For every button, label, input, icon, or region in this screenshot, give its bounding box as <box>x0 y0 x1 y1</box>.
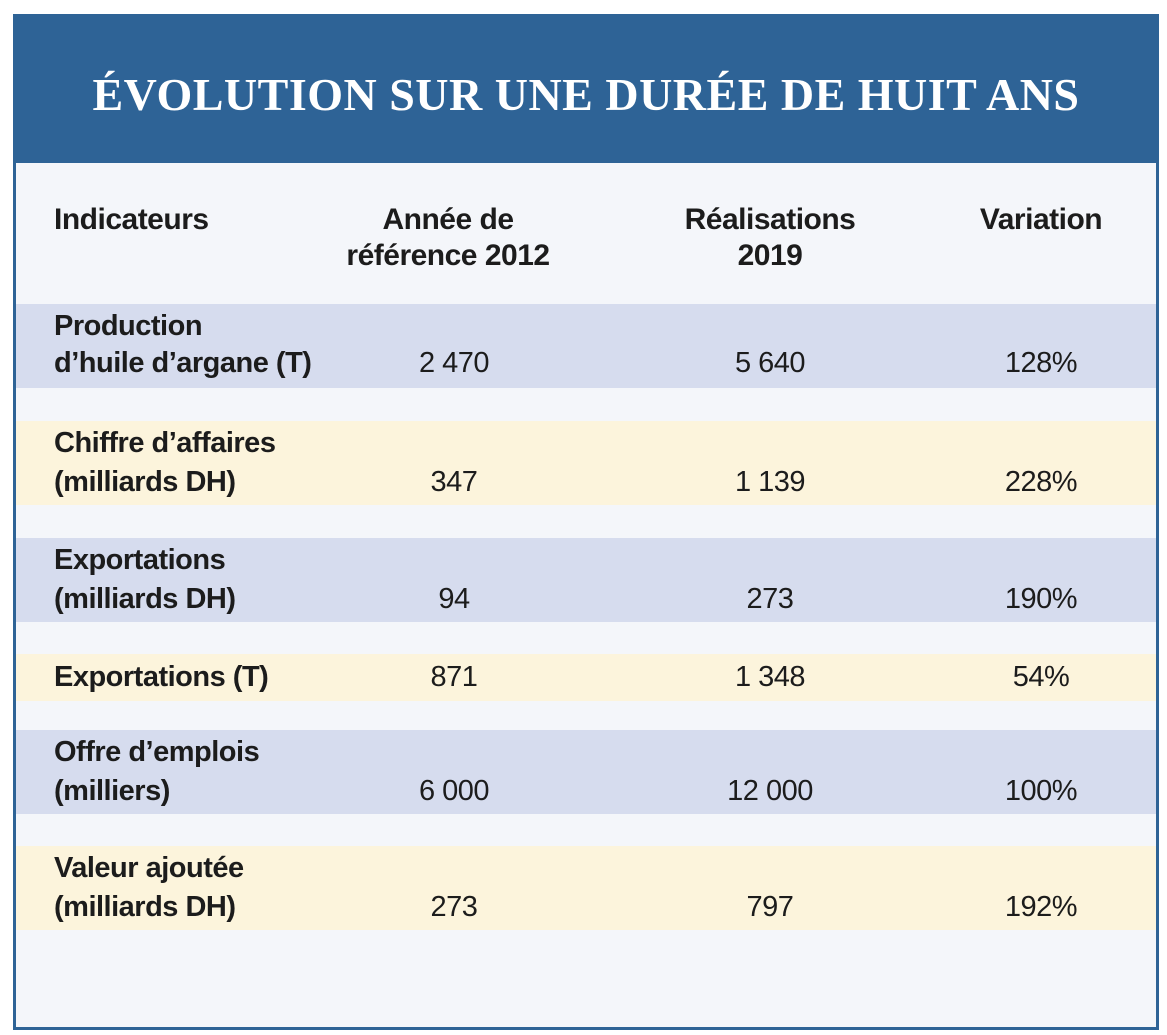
row-label-line2: (milliers) <box>54 775 170 807</box>
row-label-line1: Valeur ajoutée <box>54 852 244 884</box>
cell-ref-2012: 871 <box>430 661 478 693</box>
cell-real-2019: 5 640 <box>734 347 806 379</box>
column-header-reference-line2: référence 2012 <box>346 239 550 272</box>
row-label-line2: (milliards DH) <box>54 466 236 498</box>
cell-variation: 192% <box>1004 891 1078 923</box>
cell-variation: 228% <box>1004 466 1078 498</box>
page-title: ÉVOLUTION SUR UNE DURÉE DE HUIT ANS <box>92 69 1080 120</box>
row-label-line1: Offre d’emplois <box>54 736 260 768</box>
column-header-realisations-line1: Réalisations <box>684 203 856 236</box>
title-bar <box>16 17 1156 163</box>
column-header-indicators: Indicateurs <box>54 203 209 236</box>
table-row <box>16 304 1156 388</box>
cell-ref-2012: 2 470 <box>418 347 490 379</box>
cell-variation: 128% <box>1004 347 1078 379</box>
row-label-line1: Exportations (T) <box>54 661 269 693</box>
column-header-realisations-2019 <box>640 202 900 274</box>
table-row <box>16 846 1156 930</box>
column-header-reference-line1: Année de <box>382 203 514 236</box>
cell-real-2019: 1 139 <box>734 466 806 498</box>
table-row <box>16 421 1156 505</box>
row-label-line2: d’huile d’argane (T) <box>54 347 312 379</box>
row-label-line2: (milliards DH) <box>54 891 236 923</box>
table-row <box>16 654 1156 701</box>
cell-variation: 54% <box>1012 661 1070 693</box>
table-panel <box>13 14 1159 1030</box>
row-label-line1: Exportations <box>54 544 226 576</box>
cell-real-2019: 273 <box>746 583 794 615</box>
column-header-variation: Variation <box>979 203 1103 236</box>
cell-ref-2012: 347 <box>430 466 478 498</box>
cell-ref-2012: 94 <box>438 583 470 615</box>
cell-real-2019: 1 348 <box>734 661 806 693</box>
table-row <box>16 538 1156 622</box>
cell-variation: 190% <box>1004 583 1078 615</box>
row-label-line1: Production <box>54 310 203 342</box>
table-row <box>16 730 1156 814</box>
column-header-realisations-line2: 2019 <box>737 239 803 272</box>
row-label-line2: (milliards DH) <box>54 583 236 615</box>
column-header-reference-2012 <box>318 202 578 274</box>
cell-variation: 100% <box>1004 775 1078 807</box>
cell-real-2019: 797 <box>746 891 794 923</box>
cell-ref-2012: 6 000 <box>418 775 490 807</box>
row-label-line1: Chiffre d’affaires <box>54 427 276 459</box>
cell-real-2019: 12 000 <box>727 775 813 807</box>
cell-ref-2012: 273 <box>430 891 478 923</box>
